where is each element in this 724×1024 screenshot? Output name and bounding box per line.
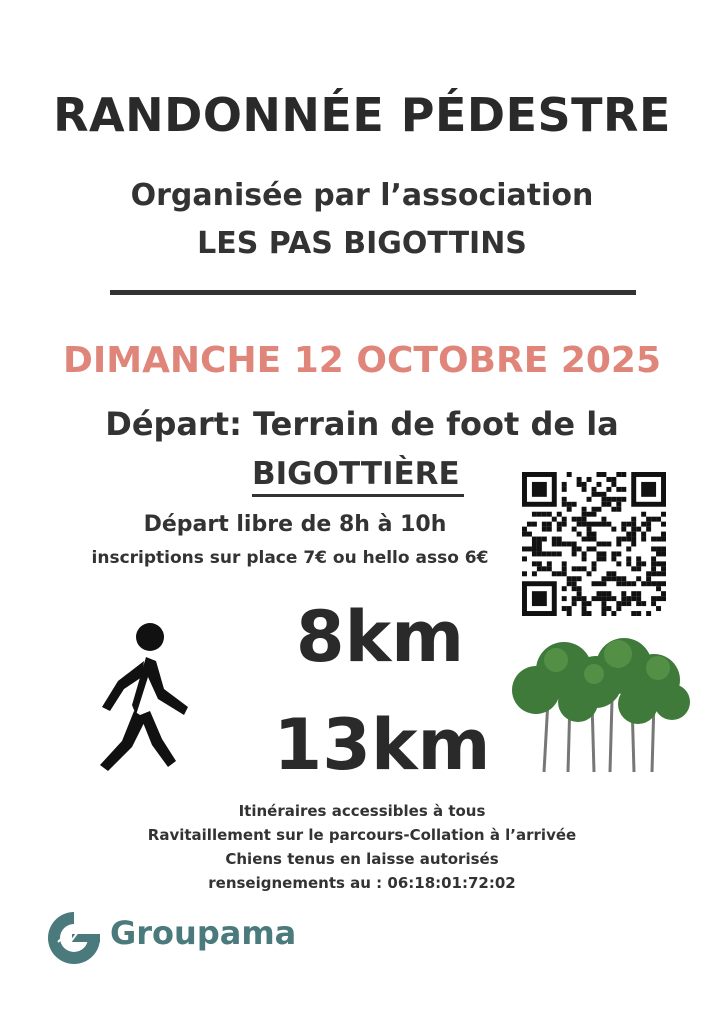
info-line-contact: renseignements au : 06:18:01:72:02 [208, 874, 516, 892]
departure-time: Départ libre de 8h à 10h [143, 512, 447, 537]
sponsor-name: Groupama [110, 914, 297, 952]
departure-location: Départ: Terrain de foot de la [105, 405, 619, 443]
registration-info: inscriptions sur place 7€ ou hello asso 6€ [91, 548, 489, 568]
trees-illustration [508, 630, 693, 780]
poster-title: RANDONNÉE PÉDESTRE [53, 88, 671, 142]
organizer-name: LES PAS BIGOTTINS [197, 226, 527, 261]
info-line-accessible: Itinéraires accessibles à tous [238, 802, 486, 820]
divider-line [110, 290, 636, 295]
distance-8km: 8km [295, 596, 465, 678]
distance-13km: 13km [273, 704, 491, 786]
organizer-line: Organisée par l’association [130, 178, 594, 213]
info-line-refreshments: Ravitaillement sur le parcours-Collation à l’arrivée [147, 826, 577, 844]
event-date: DIMANCHE 12 OCTOBRE 2025 [62, 340, 662, 381]
qr-code[interactable] [522, 472, 666, 616]
groupama-logo-icon [44, 908, 104, 968]
pedestrian-icon [88, 615, 198, 775]
departure-place: BIGOTTIÈRE [252, 456, 464, 497]
info-line-dogs: Chiens tenus en laisse autorisés [225, 850, 499, 868]
